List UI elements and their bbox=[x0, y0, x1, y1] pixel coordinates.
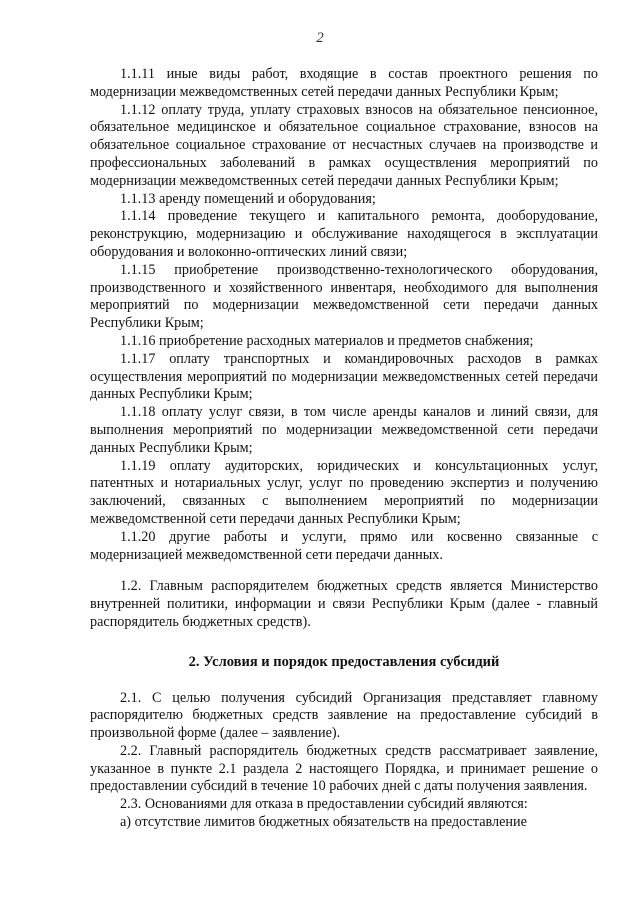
paragraph-1-1-12: 1.1.12 оплату труда, уплату страховых взносов на обязательное пенсионное, обязательное медицинское и обязательное социальное страхование, взносов на обязательное социальное страхование от несчастных случаев на производстве и профессиональных заболеваний в рамках осуществления мероприятий по модернизации межведомственных сетей передачи данных Республики Крым; bbox=[90, 101, 598, 189]
page-number: 2 bbox=[316, 30, 324, 46]
paragraph-1-1-17: 1.1.17 оплату транспортных и командировочных расходов в рамках осуществления мероприятий по модернизации межведомственных сетей передачи данных Республики Крым; bbox=[90, 350, 598, 403]
paragraph-2-3: 2.3. Основаниями для отказа в предоставлении субсидий являются: bbox=[120, 796, 528, 813]
paragraph-1-1-19: 1.1.19 оплату аудиторских, юридических и консультационных услуг, патентных и нотариальных услуг, услуг по проведению экспертиз и получению заключений, связанных с выполнением мероприятий по модернизации межведомственной сети передачи данных Республики Крым; bbox=[90, 457, 598, 527]
paragraph-1-1-11: 1.1.11 иные виды работ, входящие в состав проектного решения по модернизации межведомственных сетей передачи данных Республики Крым; bbox=[90, 66, 598, 100]
paragraph-1-1-15: 1.1.15 приобретение производственно-технологического оборудования, производственного и хозяйственного инвентаря, необходимого для выполнения мероприятий по модернизации межведомственной сети передачи данных Республики Крым; bbox=[90, 261, 598, 332]
document-body bbox=[90, 66, 598, 832]
paragraph-1-1-20: 1.1.20 другие работы и услуги, прямо или косвенно связанные с модернизацией межведомственной сети передачи данных. bbox=[90, 528, 598, 563]
paragraph-2-3-a: а) отсутствие лимитов бюджетных обязательств на предоставление bbox=[120, 814, 527, 831]
paragraph-1-1-16: 1.1.16 приобретение расходных материалов и предметов снабжения; bbox=[120, 332, 534, 349]
paragraph-1-1-18: 1.1.18 оплату услуг связи, в том числе аренды каналов и линий связи, для выполнения мероприятий по модернизации межведомственной сети передачи данных Республики Крым; bbox=[90, 404, 598, 456]
paragraph-2-2: 2.2. Главный распорядитель бюджетных средств рассматривает заявление, указанное в пункте 2.1 раздела 2 настоящего Порядка, и принимает решение о предоставлении субсидий в течение 10 рабочих дней с даты получения заявления. bbox=[90, 742, 598, 795]
section-heading: 2. Условия и порядок предоставления субсидий bbox=[188, 653, 500, 670]
paragraph-1-1-14: 1.1.14 проведение текущего и капитального ремонта, дооборудование, реконструкцию, модернизацию и обслуживание находящегося в эксплуатации оборудования и волоконно-оптических линий связи; bbox=[90, 208, 598, 260]
paragraph-1-1-13: 1.1.13 аренду помещений и оборудования; bbox=[120, 190, 376, 207]
paragraph-2-1: 2.1. С целью получения субсидий Организация представляет главному распорядителю бюджетных средств заявление на предоставление субсидий в произвольной форме (далее – заявление). bbox=[90, 689, 598, 742]
paragraph-1-2: 1.2. Главным распорядителем бюджетных средств является Министерство внутренней политики, информации и связи Республики Крым (далее - главный распорядитель бюджетных средств). bbox=[90, 578, 598, 630]
